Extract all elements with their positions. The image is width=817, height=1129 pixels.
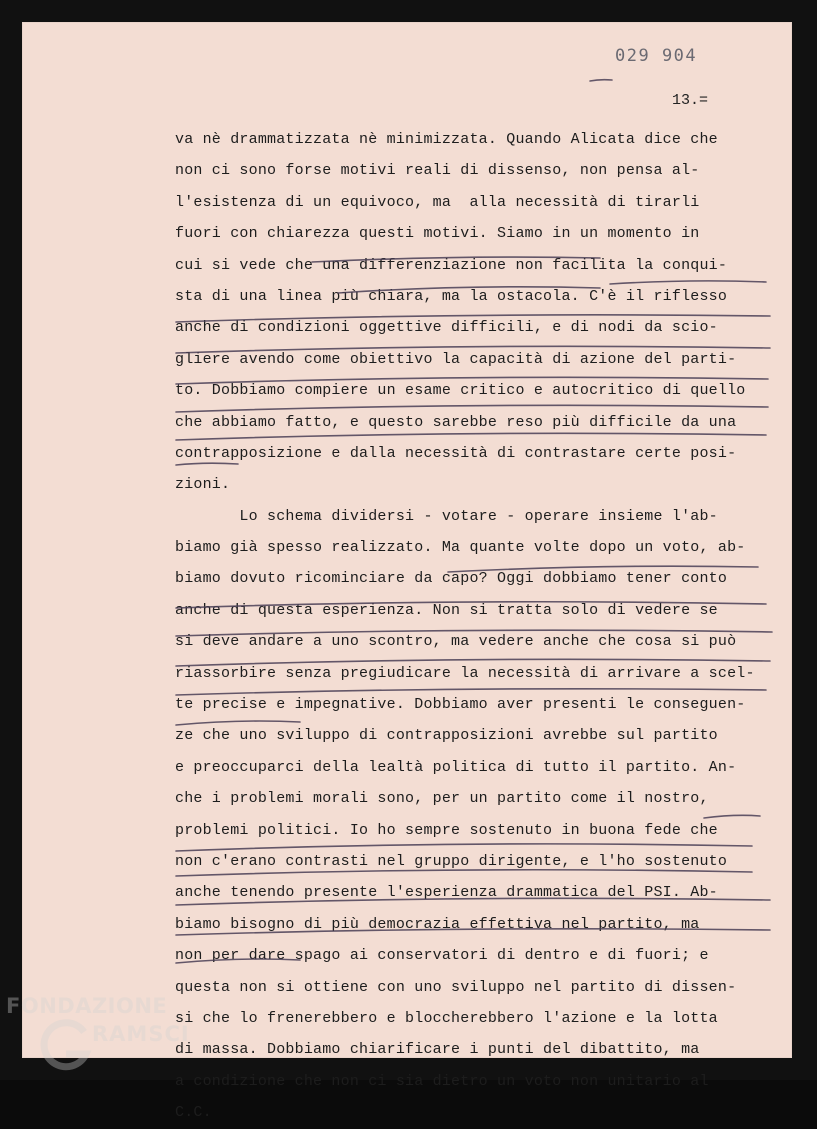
- text-line: che i problemi morali sono, per un partito come il nostro,: [175, 790, 709, 808]
- text-line: si deve andare a uno scontro, ma vedere anche che cosa si può: [175, 633, 737, 651]
- text-line: gliere avendo come obiettivo la capacità di azione del parti-: [175, 350, 737, 368]
- text-line: anche tenendo presente l'esperienza drammatica del PSI. Ab-: [175, 884, 718, 902]
- text-line: va nè drammatizzata nè minimizzata. Quando Alicata dice che: [175, 131, 718, 148]
- text-line: si che lo frenerebbero e bloccherebbero l'azione e la lotta: [175, 1009, 718, 1027]
- watermark-line2: RAMSCI: [92, 1022, 190, 1046]
- text-line: to. Dobbiamo compiere un esame critico e autocritico di quello: [175, 382, 746, 400]
- text-line: di massa. Dobbiamo chiarificare i punti del dibattito, ma: [175, 1041, 700, 1059]
- text-line: biamo già spesso realizzato. Ma quante volte dopo un voto, ab-: [175, 539, 746, 557]
- text-line: contrapposizione e dalla necessità di contrastare certe posi-: [175, 444, 737, 462]
- watermark-line1: FONDAZIONE: [6, 994, 168, 1018]
- watermark: [6, 994, 206, 1074]
- text-line: zioni.: [175, 476, 231, 494]
- text-line: biamo bisogno di più democrazia effettiva nel partito, ma: [175, 915, 700, 933]
- page-number: 13.=: [672, 92, 709, 109]
- text-line: anche di questa esperienza. Non si tratta solo di vedere se: [175, 601, 718, 619]
- text-line: te precise e impegnative. Dobbiamo aver presenti le conseguen-: [175, 696, 746, 714]
- text-line: biamo dovuto ricominciare da capo? Oggi dobbiamo tener conto: [175, 570, 728, 588]
- text-line: che abbiamo fatto, e questo sarebbe reso più difficile da una: [175, 413, 737, 431]
- text-line: C.C.: [175, 1104, 212, 1122]
- text-line: questa non si ottiene con uno sviluppo nel partito di dissen-: [175, 978, 737, 996]
- text-line: problemi politici. Io ho sempre sostenuto in buona fede che: [175, 821, 718, 839]
- text-line: Lo schema dividersi - votare - operare insieme l'ab-: [175, 507, 718, 525]
- text-line: a condizione che non ci sia dietro un voto non unitario al: [175, 1072, 709, 1090]
- text-line: non c'erano contrasti nel gruppo dirigente, e l'ho sostenuto: [175, 852, 728, 870]
- text-line: e preoccuparci della lealtà politica di tutto il partito. An-: [175, 758, 737, 776]
- text-line: fuori con chiarezza questi motivi. Siamo in un momento in: [175, 225, 700, 243]
- typed-text: [175, 124, 775, 1129]
- text-line: non ci sono forse motivi reali di dissenso, non pensa al-: [175, 162, 700, 180]
- text-line: riassorbire senza pregiudicare la necessità di arrivare a scel-: [175, 664, 755, 682]
- text-line: sta di una linea più chiara, ma la ostacola. C'è il riflesso: [175, 287, 728, 305]
- text-line: ze che uno sviluppo di contrapposizioni avrebbe sul partito: [175, 727, 718, 745]
- text-line: non per dare spago ai conservatori di dentro e di fuori; e: [175, 947, 709, 965]
- fondazione-gramsci-logo-icon: [36, 1018, 94, 1072]
- archival-number: 029 904: [615, 46, 698, 66]
- text-line: cui si vede che una differenziazione non facilita la conqui-: [175, 256, 728, 274]
- text-line: l'esistenza di un equivoco, ma alla necessità di tirarli: [175, 193, 700, 211]
- text-line: anche di condizioni oggettive difficili, e di nodi da scio-: [175, 319, 718, 337]
